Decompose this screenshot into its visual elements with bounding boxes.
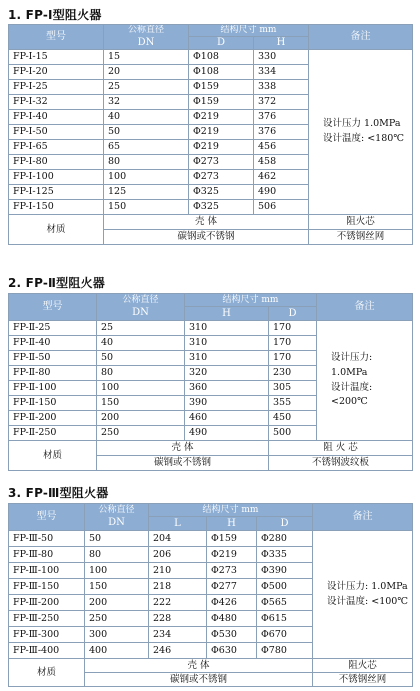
table-cell-h: 320 bbox=[185, 366, 269, 381]
remark-cell bbox=[317, 321, 413, 441]
table-cell-model: FP-Ⅱ-100 bbox=[9, 381, 97, 396]
header-dn-top: 公称直径 bbox=[97, 294, 185, 307]
header-remark: 备注 bbox=[317, 294, 413, 321]
table-cell-h: Φ277 bbox=[207, 579, 257, 595]
table-cell-h: 390 bbox=[185, 396, 269, 411]
table-cell-dn: 65 bbox=[104, 140, 189, 155]
table-cell-d: 170 bbox=[269, 321, 317, 336]
table-cell-model: FP-Ⅲ-150 bbox=[9, 579, 85, 595]
header-model: 型号 bbox=[9, 25, 104, 50]
table-cell-h: 330 bbox=[254, 50, 309, 65]
table-cell-dn: 20 bbox=[104, 65, 189, 80]
table-cell-h: 456 bbox=[254, 140, 309, 155]
table-cell-model: FP-Ⅰ-15 bbox=[9, 50, 104, 65]
table-cell-d: Φ325 bbox=[189, 200, 254, 215]
section-1-title: 1. FP-Ⅰ型阻火器 bbox=[8, 8, 102, 22]
remark-temperature: 设计温度: <100℃ bbox=[327, 595, 408, 607]
table-cell-dn: 150 bbox=[85, 579, 149, 595]
table-cell-dn: 250 bbox=[85, 611, 149, 627]
header-remark: 备注 bbox=[309, 25, 413, 50]
remark-temperature: 设计温度: <200℃ bbox=[331, 381, 373, 408]
table-cell-model: FP-Ⅲ-250 bbox=[9, 611, 85, 627]
header-struct: 结构尺寸 mm bbox=[149, 504, 313, 517]
table-cell-dn: 32 bbox=[104, 95, 189, 110]
table-cell-model: FP-Ⅱ-50 bbox=[9, 351, 97, 366]
remark-temperature: 设计温度: <180℃ bbox=[323, 133, 404, 144]
header-dn-bottom: DN bbox=[104, 37, 189, 50]
table-cell-dn: 400 bbox=[85, 643, 149, 659]
table-cell-dn: 50 bbox=[85, 531, 149, 547]
table-cell-d: Φ325 bbox=[189, 185, 254, 200]
table-cell-dn: 200 bbox=[85, 595, 149, 611]
core-label: 阻火芯 bbox=[309, 215, 413, 230]
header-col-d: D bbox=[189, 37, 254, 50]
fp3-spec-table bbox=[8, 503, 413, 687]
table-cell-model: FP-Ⅰ-100 bbox=[9, 170, 104, 185]
table-cell-model: FP-Ⅲ-400 bbox=[9, 643, 85, 659]
table-cell-l: 206 bbox=[149, 547, 207, 563]
table-cell-d: 450 bbox=[269, 411, 317, 426]
header-model: 型号 bbox=[9, 504, 85, 531]
table-cell-dn: 40 bbox=[97, 336, 185, 351]
table-cell-d: 230 bbox=[269, 366, 317, 381]
table-cell-dn: 80 bbox=[85, 547, 149, 563]
header-col-d: D bbox=[257, 517, 313, 531]
table-cell-dn: 200 bbox=[97, 411, 185, 426]
shell-label: 壳 体 bbox=[104, 215, 309, 230]
table-cell-h: 334 bbox=[254, 65, 309, 80]
header-dn-top: 公称直径 bbox=[104, 25, 189, 37]
table-cell-model: FP-Ⅱ-200 bbox=[9, 411, 97, 426]
table-cell-d: Φ500 bbox=[257, 579, 313, 595]
table-cell-dn: 150 bbox=[104, 200, 189, 215]
table-cell-model: FP-Ⅱ-40 bbox=[9, 336, 97, 351]
header-model: 型号 bbox=[9, 294, 97, 321]
table-cell-model: FP-Ⅰ-125 bbox=[9, 185, 104, 200]
table-cell-h: 490 bbox=[185, 426, 269, 441]
table-cell-dn: 50 bbox=[97, 351, 185, 366]
table-cell-l: 246 bbox=[149, 643, 207, 659]
header-remark: 备注 bbox=[313, 504, 413, 531]
table-cell-d: 170 bbox=[269, 351, 317, 366]
remark-pressure: 设计压力 1.0MPa bbox=[323, 118, 401, 130]
table-cell-d: Φ159 bbox=[189, 95, 254, 110]
table-cell-model: FP-Ⅰ-150 bbox=[9, 200, 104, 215]
table-cell-model: FP-Ⅰ-25 bbox=[9, 80, 104, 95]
table-cell-h: 376 bbox=[254, 125, 309, 140]
table-cell-dn: 80 bbox=[97, 366, 185, 381]
table-cell-d: Φ615 bbox=[257, 611, 313, 627]
header-struct: 结构尺寸 mm bbox=[185, 294, 317, 307]
core-label: 阻 火 芯 bbox=[269, 441, 413, 456]
table-cell-h: 458 bbox=[254, 155, 309, 170]
table-cell-d: Φ219 bbox=[189, 140, 254, 155]
table-cell-h: 462 bbox=[254, 170, 309, 185]
table-cell-l: 210 bbox=[149, 563, 207, 579]
table-cell-d: Φ108 bbox=[189, 50, 254, 65]
table-cell-model: FP-Ⅲ-200 bbox=[9, 595, 85, 611]
table-cell-model: FP-Ⅰ-65 bbox=[9, 140, 104, 155]
table-cell-l: 222 bbox=[149, 595, 207, 611]
table-cell-d: Φ565 bbox=[257, 595, 313, 611]
table-cell-model: FP-Ⅲ-100 bbox=[9, 563, 85, 579]
table-cell-h: Φ630 bbox=[207, 643, 257, 659]
table-cell-dn: 125 bbox=[104, 185, 189, 200]
shell-material: 碳钢或不锈钢 bbox=[97, 456, 269, 471]
table-cell-model: FP-Ⅲ-80 bbox=[9, 547, 85, 563]
shell-material: 碳钢或不锈钢 bbox=[85, 673, 313, 687]
table-cell-dn: 25 bbox=[104, 80, 189, 95]
table-cell-model: FP-Ⅱ-25 bbox=[9, 321, 97, 336]
table-cell-dn: 100 bbox=[85, 563, 149, 579]
table-cell-d: Φ108 bbox=[189, 65, 254, 80]
table-cell-h: Φ530 bbox=[207, 627, 257, 643]
header-dn-bottom: DN bbox=[85, 517, 149, 531]
header-col-l: L bbox=[149, 517, 207, 531]
table-cell-l: 218 bbox=[149, 579, 207, 595]
core-material: 不锈钢丝网 bbox=[313, 673, 413, 687]
table-cell-model: FP-Ⅲ-300 bbox=[9, 627, 85, 643]
table-cell-h: 310 bbox=[185, 336, 269, 351]
table-cell-h: 372 bbox=[254, 95, 309, 110]
table-cell-h: Φ159 bbox=[207, 531, 257, 547]
section-2-title: 2. FP-Ⅱ型阻火器 bbox=[8, 276, 105, 290]
table-cell-d: Φ273 bbox=[189, 155, 254, 170]
table-cell-h: 460 bbox=[185, 411, 269, 426]
table-cell-l: 228 bbox=[149, 611, 207, 627]
table-cell-model: FP-Ⅲ-50 bbox=[9, 531, 85, 547]
table-cell-dn: 50 bbox=[104, 125, 189, 140]
header-struct: 结构尺寸 mm bbox=[189, 25, 309, 37]
table-cell-h: 310 bbox=[185, 351, 269, 366]
material-label: 材质 bbox=[9, 215, 104, 245]
remark-cell bbox=[313, 531, 413, 659]
table-cell-model: FP-Ⅱ-250 bbox=[9, 426, 97, 441]
table-cell-d: Φ273 bbox=[189, 170, 254, 185]
table-cell-model: FP-Ⅰ-40 bbox=[9, 110, 104, 125]
material-label: 材质 bbox=[9, 441, 97, 471]
table-cell-h: 376 bbox=[254, 110, 309, 125]
table-cell-h: Φ273 bbox=[207, 563, 257, 579]
table-cell-h: 338 bbox=[254, 80, 309, 95]
fp2-spec-table bbox=[8, 293, 413, 471]
table-cell-d: Φ335 bbox=[257, 547, 313, 563]
table-cell-dn: 100 bbox=[97, 381, 185, 396]
fp1-spec-table bbox=[8, 24, 413, 245]
table-cell-d: Φ159 bbox=[189, 80, 254, 95]
table-cell-model: FP-Ⅰ-32 bbox=[9, 95, 104, 110]
header-dn-bottom: DN bbox=[97, 307, 185, 321]
section-3-title: 3. FP-Ⅲ型阻火器 bbox=[8, 486, 109, 500]
header-col-h: H bbox=[254, 37, 309, 50]
table-cell-dn: 150 bbox=[97, 396, 185, 411]
table-cell-model: FP-Ⅰ-20 bbox=[9, 65, 104, 80]
table-cell-d: 170 bbox=[269, 336, 317, 351]
table-cell-model: FP-Ⅰ-80 bbox=[9, 155, 104, 170]
table-cell-d: 305 bbox=[269, 381, 317, 396]
table-cell-d: Φ280 bbox=[257, 531, 313, 547]
table-cell-d: 355 bbox=[269, 396, 317, 411]
shell-label: 壳 体 bbox=[85, 659, 313, 673]
table-cell-h: 506 bbox=[254, 200, 309, 215]
table-cell-h: 360 bbox=[185, 381, 269, 396]
table-cell-d: Φ390 bbox=[257, 563, 313, 579]
header-col-d: D bbox=[269, 307, 317, 321]
remark-pressure: 设计压力: 1.0MPa bbox=[327, 580, 408, 592]
table-cell-h: Φ426 bbox=[207, 595, 257, 611]
table-cell-d: Φ780 bbox=[257, 643, 313, 659]
table-cell-h: Φ219 bbox=[207, 547, 257, 563]
table-cell-model: FP-Ⅱ-80 bbox=[9, 366, 97, 381]
table-cell-l: 234 bbox=[149, 627, 207, 643]
header-col-h: H bbox=[185, 307, 269, 321]
core-material: 不锈钢波纹板 bbox=[269, 456, 413, 471]
table-cell-dn: 300 bbox=[85, 627, 149, 643]
table-cell-dn: 40 bbox=[104, 110, 189, 125]
table-cell-d: Φ670 bbox=[257, 627, 313, 643]
header-col-h: H bbox=[207, 517, 257, 531]
shell-label: 壳 体 bbox=[97, 441, 269, 456]
material-label: 材质 bbox=[9, 659, 85, 687]
remark-pressure: 设计压力: 1.0MPa bbox=[331, 352, 373, 378]
table-cell-model: FP-Ⅱ-150 bbox=[9, 396, 97, 411]
table-cell-dn: 100 bbox=[104, 170, 189, 185]
table-cell-h: 490 bbox=[254, 185, 309, 200]
table-cell-dn: 250 bbox=[97, 426, 185, 441]
table-cell-dn: 15 bbox=[104, 50, 189, 65]
table-cell-dn: 25 bbox=[97, 321, 185, 336]
table-cell-dn: 80 bbox=[104, 155, 189, 170]
table-cell-d: 500 bbox=[269, 426, 317, 441]
table-cell-d: Φ219 bbox=[189, 110, 254, 125]
table-cell-model: FP-Ⅰ-50 bbox=[9, 125, 104, 140]
core-material: 不锈钢丝网 bbox=[309, 230, 413, 245]
header-dn-top: 公称直径 bbox=[85, 504, 149, 517]
table-cell-l: 204 bbox=[149, 531, 207, 547]
core-label: 阻火芯 bbox=[313, 659, 413, 673]
remark-cell bbox=[309, 50, 413, 215]
shell-material: 碳钢或不锈钢 bbox=[104, 230, 309, 245]
table-cell-h: Φ480 bbox=[207, 611, 257, 627]
table-cell-h: 310 bbox=[185, 321, 269, 336]
table-cell-d: Φ219 bbox=[189, 125, 254, 140]
